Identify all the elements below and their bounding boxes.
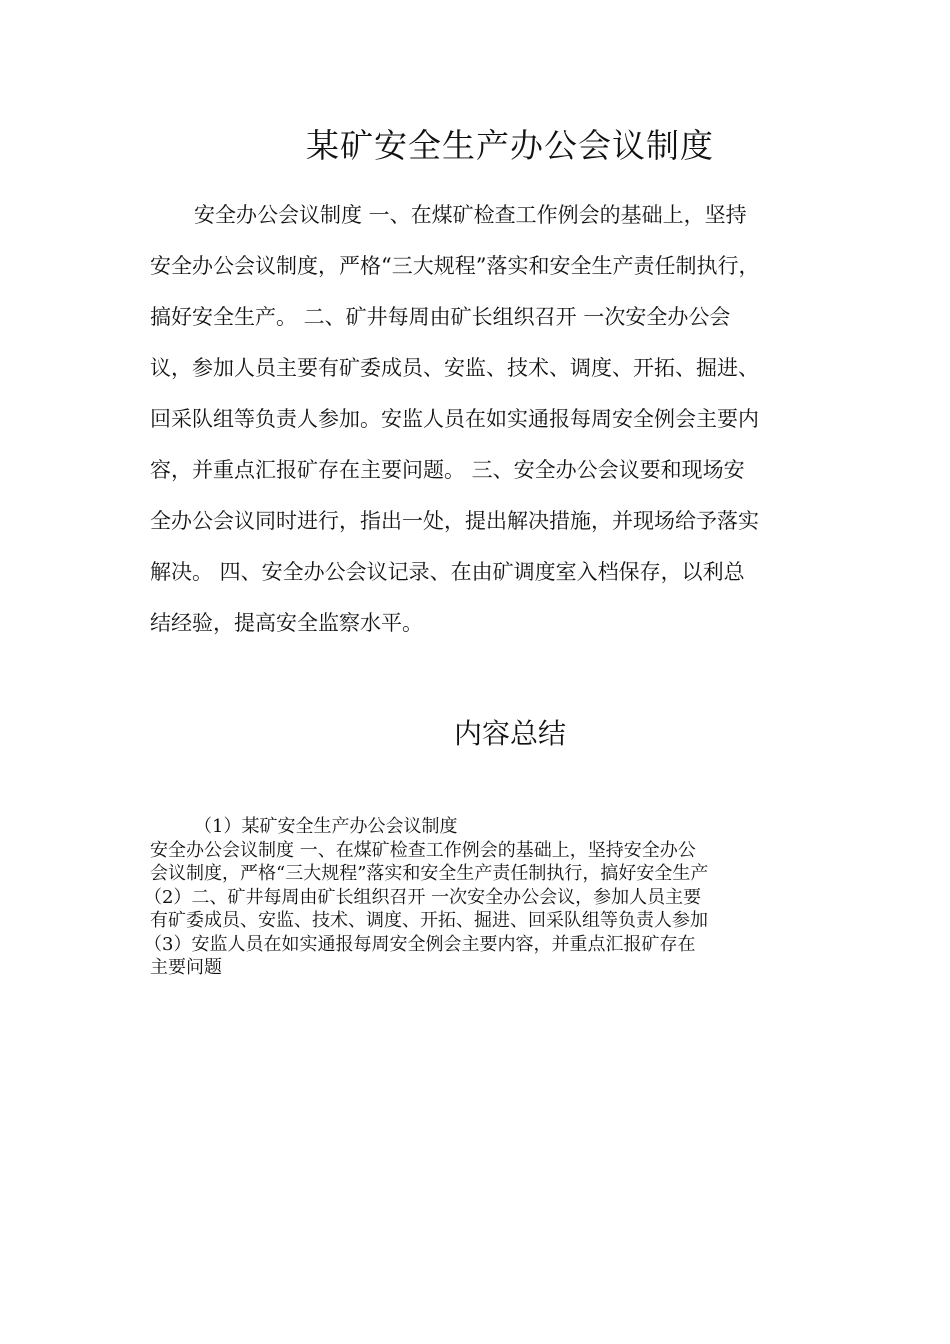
summary-line: （3）安监人员在如实通报每周安全例会主要内容，并重点汇报矿存在: [144, 933, 696, 955]
body-text: [150, 200, 810, 659]
body-line: 安全办公会议制度 一、在煤矿检查工作例会的基础上，坚持: [194, 203, 747, 227]
body-line: 议，参加人员主要有矿委成员、安监、技术、调度、开拓、掘进、: [150, 356, 759, 380]
body-line: 容，并重点汇报矿存在主要问题。 三、安全办公会议要和现场安: [150, 458, 745, 482]
summary-line: 主要问题: [150, 957, 222, 978]
summary-line: 会议制度，严格“三大规程”落实和安全生产责任制执行，搞好安全生产: [150, 863, 709, 884]
body-line: 回采队组等负责人参加。安监人员在如实通报每周安全例会主要内: [150, 407, 759, 431]
summary-line: 安全办公会议制度 一、在煤矿检查工作例会的基础上，坚持安全办公: [150, 839, 696, 861]
body-line: 搞好安全生产。 二、矿井每周由矿长组织召开 一次安全办公会: [150, 305, 731, 329]
document-title: 某矿安全生产办公会议制度: [306, 126, 714, 165]
summary-line: （2）二、矿井每周由矿长组织召开 一次安全办公会议，参加人员主要: [144, 886, 702, 908]
body-line: 安全办公会议制度，严格“三大规程”落实和安全生产责任制执行，: [150, 254, 760, 278]
body-line: 解决。 四、安全办公会议记录、在由矿调度室入档保存，以利总: [150, 560, 745, 584]
body-line: 全办公会议同时进行，指出一处，提出解决措施，并现场给予落实: [150, 509, 759, 533]
body-line: 结经验，提高安全监察水平。: [150, 611, 423, 635]
summary-line: 有矿委成员、安监、技术、调度、开拓、掘进、回采队组等负责人参加: [150, 910, 708, 931]
summary-text: [144, 815, 810, 980]
summary-title: 内容总结: [453, 717, 566, 750]
summary-line: （1）某矿安全生产办公会议制度: [194, 816, 458, 837]
